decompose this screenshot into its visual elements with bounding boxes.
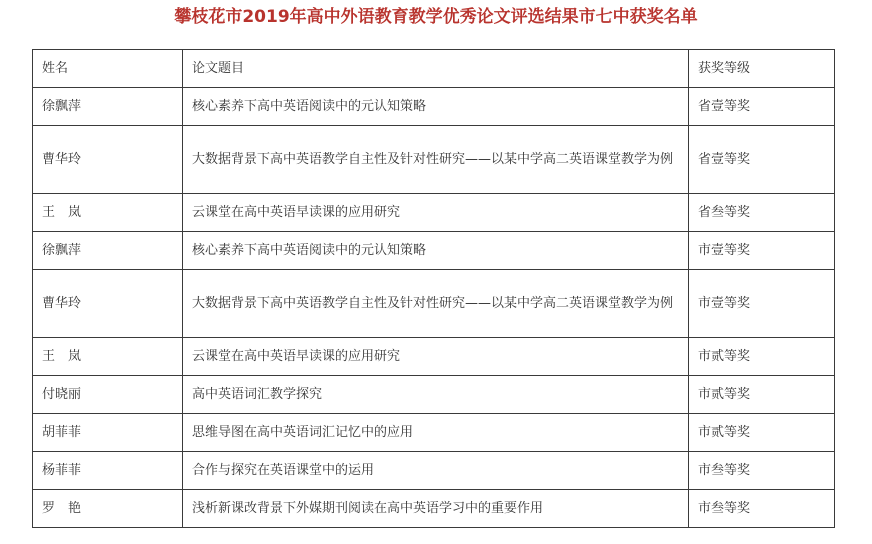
cell-name: 胡菲菲 (33, 414, 183, 452)
page-title: 攀枝花市2019年高中外语教育教学优秀论文评选结果市七中获奖名单 (174, 7, 698, 27)
cell-level: 省壹等奖 (689, 88, 835, 126)
cell-level: 省叁等奖 (689, 194, 835, 232)
cell-level: 市贰等奖 (689, 338, 835, 376)
table-row (33, 270, 835, 338)
table-header-row (33, 50, 835, 88)
cell-name: 曹华玲 (33, 126, 183, 194)
award-table (32, 49, 835, 528)
table-row (33, 126, 835, 194)
cell-name: 王 岚 (33, 338, 183, 376)
cell-title: 核心素养下高中英语阅读中的元认知策略 (183, 88, 689, 126)
header-title: 论文题目 (183, 50, 689, 88)
cell-title: 浅析新课改背景下外媒期刊阅读在高中英语学习中的重要作用 (183, 490, 689, 528)
table-row (33, 414, 835, 452)
cell-name: 徐飘萍 (33, 232, 183, 270)
cell-title: 合作与探究在英语课堂中的运用 (183, 452, 689, 490)
cell-name: 罗 艳 (33, 490, 183, 528)
table-row (33, 376, 835, 414)
cell-level: 市壹等奖 (689, 270, 835, 338)
cell-level: 市壹等奖 (689, 232, 835, 270)
cell-title: 云课堂在高中英语早读课的应用研究 (183, 338, 689, 376)
cell-name: 杨菲菲 (33, 452, 183, 490)
table-row (33, 490, 835, 528)
cell-level: 市贰等奖 (689, 376, 835, 414)
cell-level: 省壹等奖 (689, 126, 835, 194)
table-row (33, 232, 835, 270)
cell-name: 付晓丽 (33, 376, 183, 414)
header-name: 姓名 (33, 50, 183, 88)
header-level: 获奖等级 (689, 50, 835, 88)
cell-title: 核心素养下高中英语阅读中的元认知策略 (183, 232, 689, 270)
cell-name: 徐飘萍 (33, 88, 183, 126)
cell-title: 高中英语词汇教学探究 (183, 376, 689, 414)
table-row (33, 452, 835, 490)
table-row (33, 194, 835, 232)
cell-name: 曹华玲 (33, 270, 183, 338)
cell-level: 市贰等奖 (689, 414, 835, 452)
cell-title: 大数据背景下高中英语教学自主性及针对性研究——以某中学高二英语课堂教学为例 (183, 270, 689, 338)
cell-level: 市叁等奖 (689, 490, 835, 528)
table-row (33, 88, 835, 126)
cell-title: 思维导图在高中英语词汇记忆中的应用 (183, 414, 689, 452)
cell-level: 市叁等奖 (689, 452, 835, 490)
cell-title: 大数据背景下高中英语教学自主性及针对性研究——以某中学高二英语课堂教学为例 (183, 126, 689, 194)
cell-title: 云课堂在高中英语早读课的应用研究 (183, 194, 689, 232)
cell-name: 王 岚 (33, 194, 183, 232)
table-row (33, 338, 835, 376)
